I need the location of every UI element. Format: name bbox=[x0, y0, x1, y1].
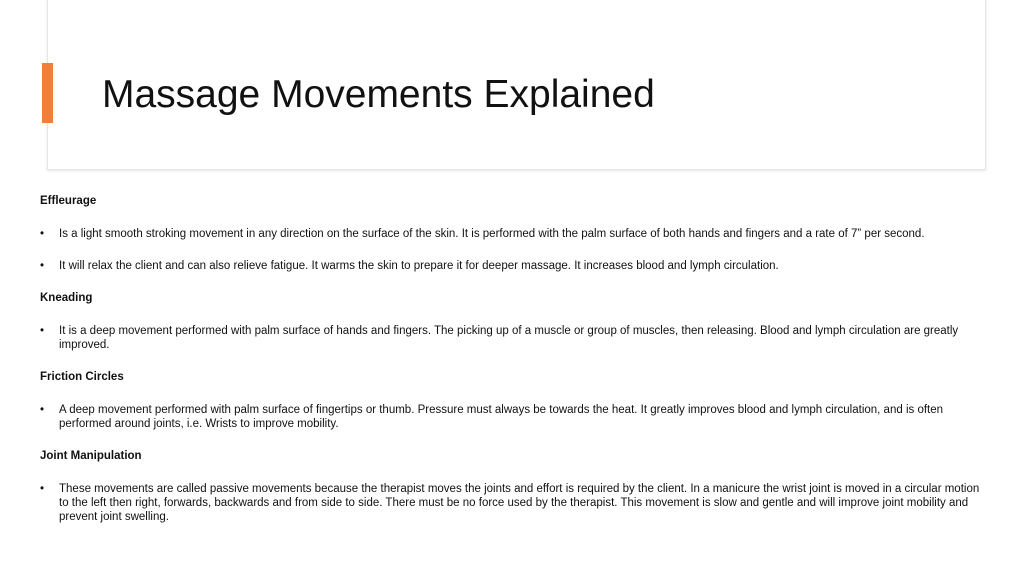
slide-body bbox=[40, 194, 980, 542]
bullet-marker: • bbox=[40, 325, 45, 337]
bullet-marker: • bbox=[40, 404, 45, 416]
bullet-text: It will relax the client and can also relieve fatigue. It warms the skin to prepare it for deeper massage. It increases blood and lymph circulation. bbox=[59, 260, 779, 272]
bullet-item bbox=[40, 227, 980, 241]
bullet-text: It is a deep movement performed with palm surface of hands and fingers. The picking up of a muscle or group of muscles, then releasing. Blood and lymph circulation are greatly improved. bbox=[59, 325, 959, 351]
slide-title: Massage Movements Explained bbox=[102, 73, 655, 116]
bullet-item bbox=[40, 403, 980, 431]
bullet-marker: • bbox=[40, 483, 45, 495]
bullet-text: A deep movement performed with palm surface of fingertips or thumb. Pressure must always be towards the heat. It greatly improves blood and lymph circulation, and is often performed around joints, i.e. Wrists to improve mobility. bbox=[59, 404, 944, 430]
title-accent-bar bbox=[42, 63, 53, 123]
bullet-marker: • bbox=[40, 260, 45, 272]
section-heading-kneading: Kneading bbox=[40, 292, 93, 304]
bullet-text: These movements are called passive movements because the therapist moves the joints and effort is required by the client. In a manicure the wrist joint is moved in a circular motion to the left then right, forwards, backwards and from side to side. There must be no force used by the therapist. This movement is slow and gentle and will improve joint mobility and prevent joint swelling. bbox=[59, 483, 980, 523]
section-heading-friction-circles: Friction Circles bbox=[40, 371, 124, 383]
bullet-item bbox=[40, 324, 980, 352]
bullet-item bbox=[40, 482, 980, 524]
bullet-text: Is a light smooth stroking movement in any direction on the surface of the skin. It is performed with the palm surface of both hands and fingers and a rate of 7” per second. bbox=[59, 228, 925, 240]
section-heading-joint-manipulation: Joint Manipulation bbox=[40, 450, 142, 462]
section-heading-effleurage: Effleurage bbox=[40, 195, 97, 207]
bullet-item bbox=[40, 259, 980, 273]
bullet-marker: • bbox=[40, 228, 45, 240]
